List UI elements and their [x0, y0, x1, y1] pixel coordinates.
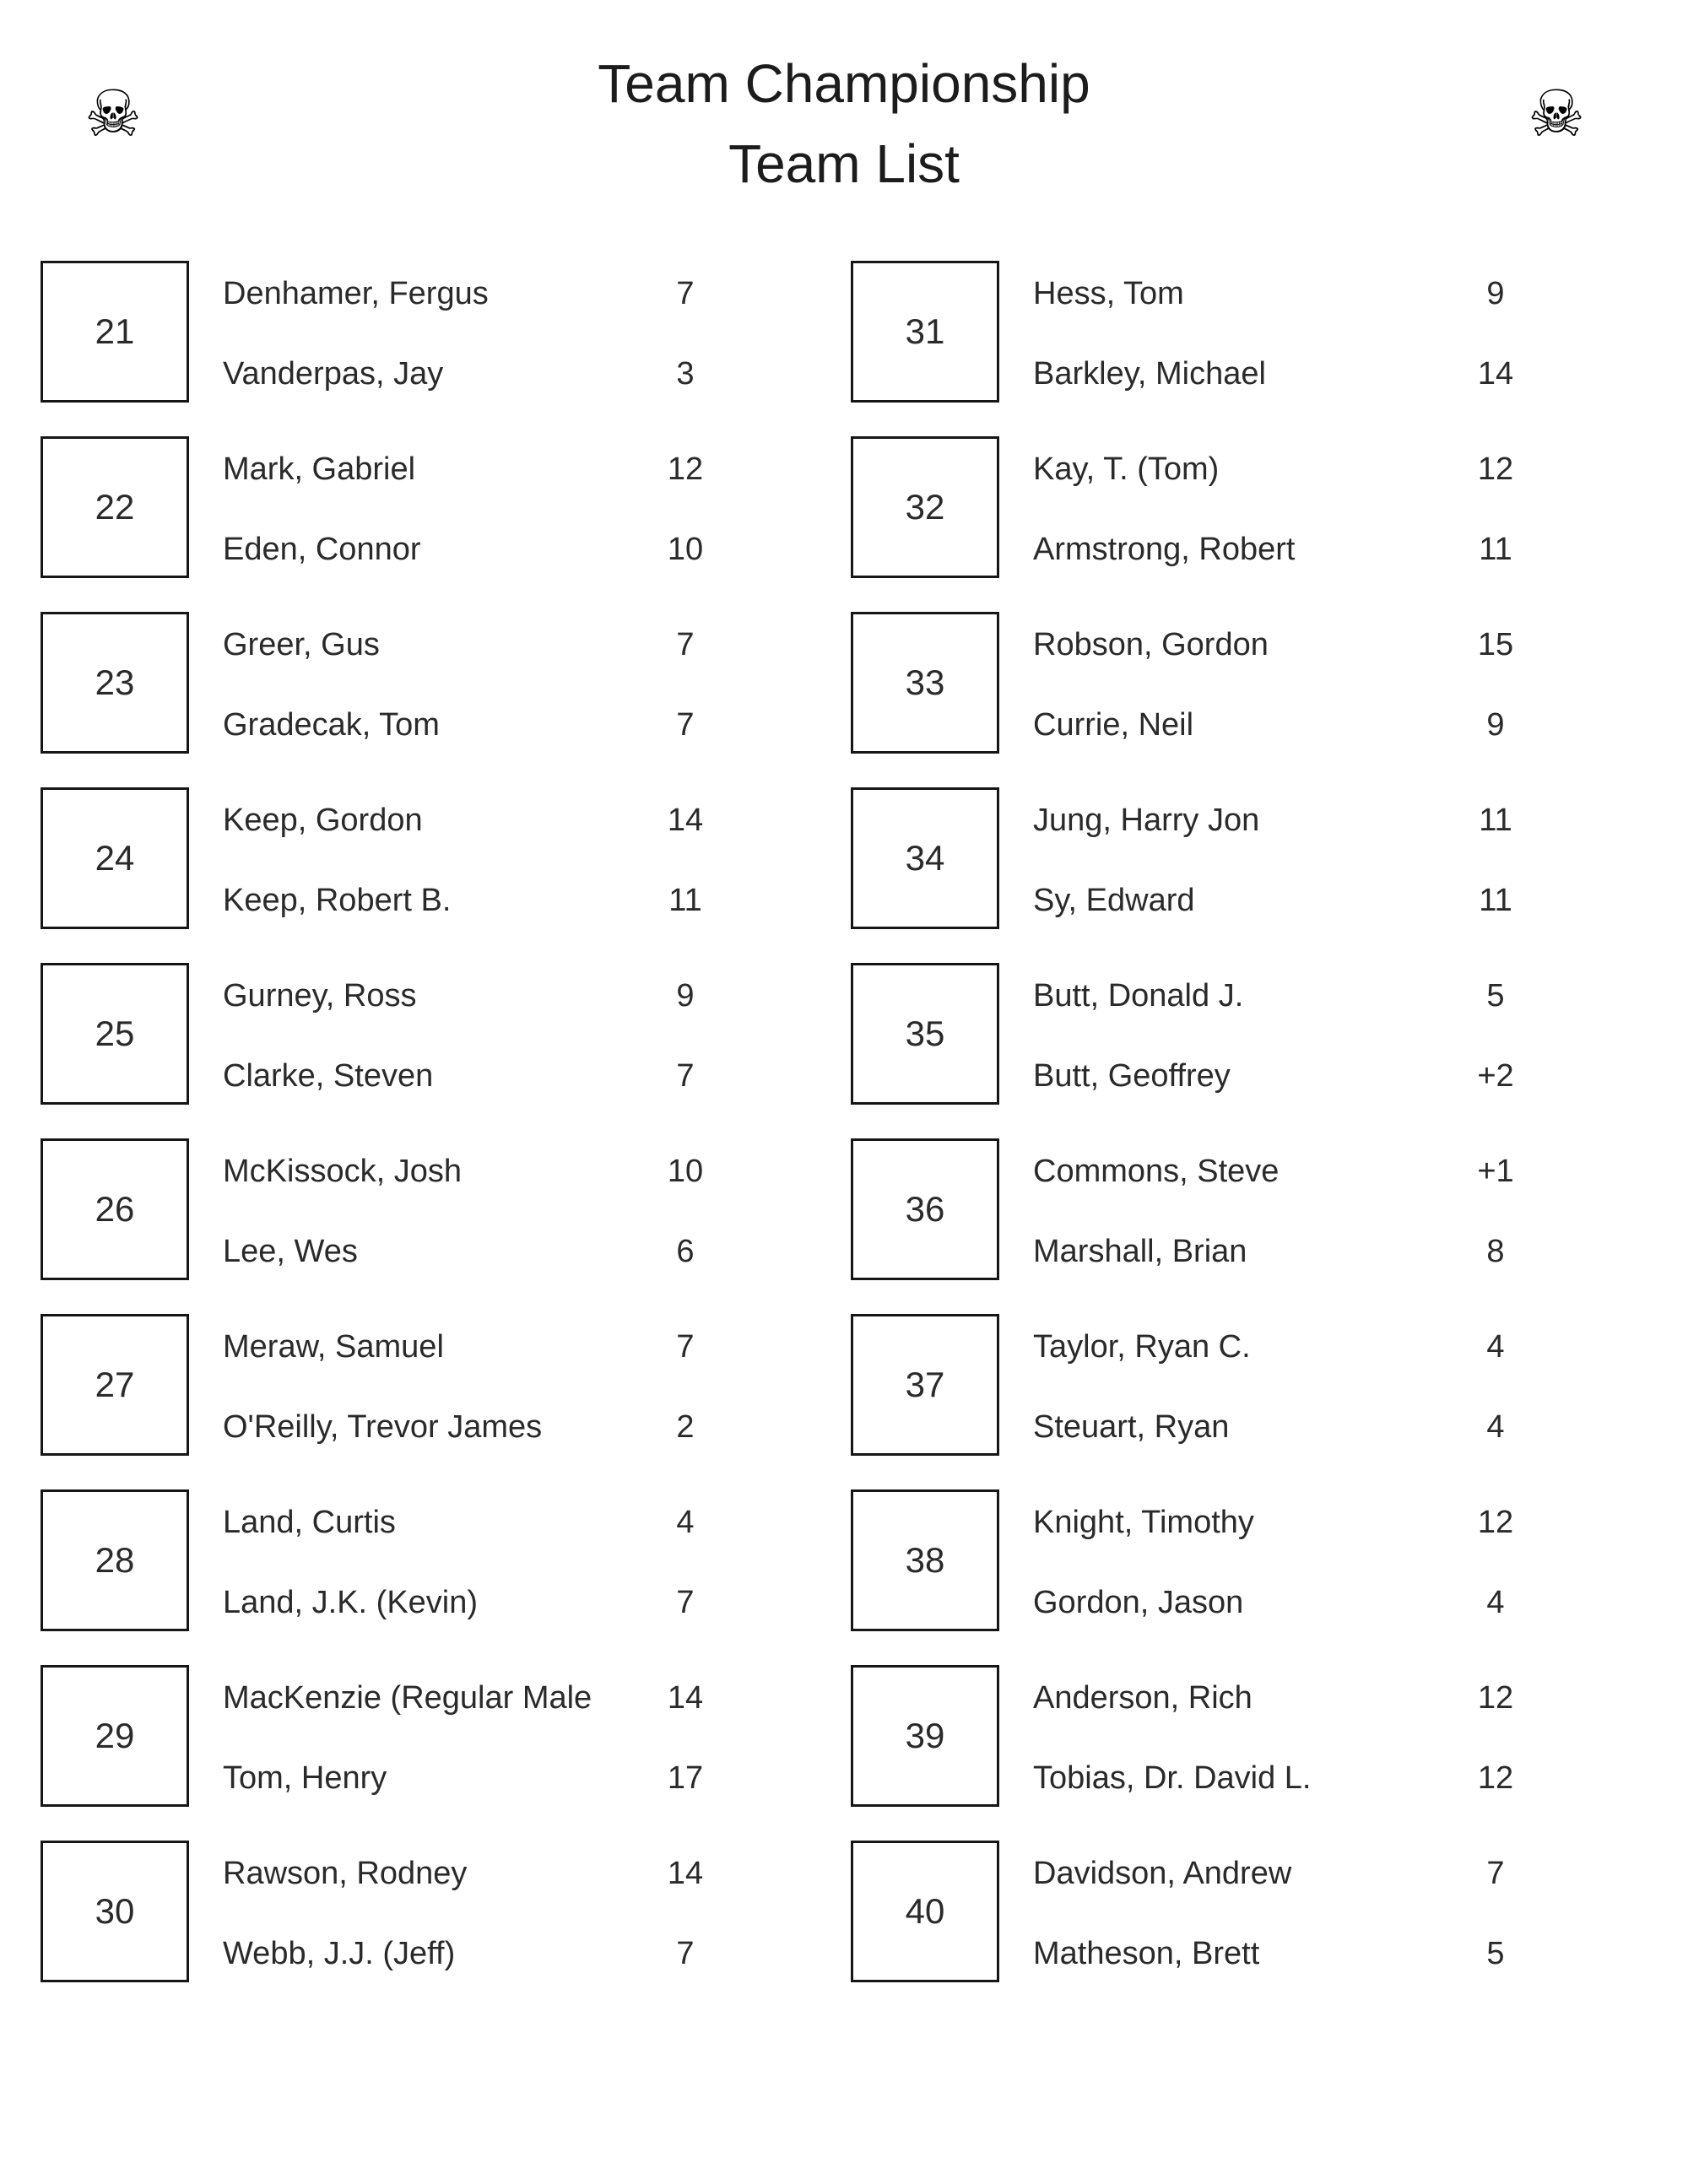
team-number-box	[41, 1841, 189, 1982]
team-block	[41, 436, 800, 578]
player-handicap: 7	[676, 275, 695, 311]
team-number-box	[851, 261, 999, 403]
player-handicap: 7	[676, 626, 695, 662]
player-name: Taylor, Ryan C.	[1033, 1328, 1251, 1365]
player-row	[223, 1758, 770, 1798]
player-name: Davidson, Andrew	[1033, 1855, 1292, 1891]
player-name: Currie, Neil	[1033, 706, 1194, 743]
team-block	[851, 261, 1610, 403]
team-block	[851, 787, 1610, 929]
player-row	[223, 1056, 770, 1096]
team-block	[41, 1665, 800, 1807]
player-handicap: 8	[1486, 1233, 1505, 1269]
team-block	[41, 1841, 800, 1982]
team-number: 30	[95, 1891, 135, 1931]
team-block	[41, 612, 800, 754]
player-name: Butt, Geoffrey	[1033, 1057, 1231, 1094]
player-row	[223, 705, 770, 745]
player-handicap: 4	[1486, 1408, 1505, 1445]
player-name: Commons, Steve	[1033, 1153, 1280, 1189]
player-handicap: 7	[676, 1935, 695, 1971]
player-name: Lee, Wes	[223, 1233, 358, 1269]
team-number: 39	[905, 1716, 945, 1755]
player-name: O'Reilly, Trevor James	[223, 1408, 543, 1445]
skull-crossbones-icon: ☠	[84, 78, 143, 150]
player-row	[223, 1231, 770, 1272]
player-row	[223, 1582, 770, 1623]
team-number-box	[851, 963, 999, 1105]
player-row	[223, 1502, 770, 1543]
team-block	[851, 963, 1610, 1105]
player-handicap: 7	[676, 1328, 695, 1365]
player-name: McKissock, Josh	[223, 1153, 462, 1189]
player-handicap: 15	[1477, 626, 1514, 662]
player-name: Knight, Timothy	[1033, 1504, 1254, 1540]
player-name: Meraw, Samuel	[223, 1328, 444, 1365]
player-handicap: 14	[667, 802, 704, 838]
team-number-box	[851, 612, 999, 754]
player-handicap: 11	[1479, 531, 1512, 567]
team-block	[41, 787, 800, 929]
team-number-box	[41, 436, 189, 578]
team-number-box	[851, 1665, 999, 1807]
player-name: Land, J.K. (Kevin)	[223, 1584, 479, 1620]
player-handicap: 12	[1477, 451, 1514, 487]
player-row	[223, 1151, 770, 1192]
player-handicap: 11	[668, 882, 702, 918]
team-block	[851, 1489, 1610, 1631]
player-name: Eden, Connor	[223, 531, 421, 567]
player-row	[223, 529, 770, 570]
team-number: 37	[905, 1365, 945, 1404]
player-handicap: 12	[1477, 1679, 1514, 1716]
player-name: Sy, Edward	[1033, 882, 1195, 918]
team-block	[851, 436, 1610, 578]
player-name: Tobias, Dr. David L.	[1033, 1760, 1312, 1796]
player-row	[1033, 1056, 1580, 1096]
team-number: 31	[905, 311, 945, 351]
player-name: MacKenzie (Regular Male	[223, 1679, 592, 1716]
player-name: Anderson, Rich	[1033, 1679, 1252, 1716]
team-block	[851, 1138, 1610, 1280]
player-handicap: 12	[1477, 1760, 1514, 1796]
team-number-box	[851, 787, 999, 929]
team-number-box	[41, 1489, 189, 1631]
player-row	[1033, 976, 1580, 1016]
player-name: Gurney, Ross	[223, 977, 417, 1014]
team-number-box	[851, 1841, 999, 1982]
player-name: Greer, Gus	[223, 626, 380, 662]
team-number-box	[41, 1314, 189, 1456]
team-number: 38	[905, 1540, 945, 1580]
player-row	[1033, 624, 1580, 665]
player-handicap: 7	[1486, 1855, 1505, 1891]
player-name: Kay, T. (Tom)	[1033, 451, 1220, 487]
player-row	[1033, 1151, 1580, 1192]
player-name: Mark, Gabriel	[223, 451, 416, 487]
team-number-box	[41, 1138, 189, 1280]
team-number-box	[851, 1138, 999, 1280]
team-block	[851, 1314, 1610, 1456]
player-handicap: 10	[667, 531, 704, 567]
player-handicap: 3	[676, 355, 695, 392]
player-handicap: 12	[1477, 1504, 1514, 1540]
player-row	[1033, 1582, 1580, 1623]
player-row	[1033, 1933, 1580, 1974]
team-number: 35	[905, 1014, 945, 1053]
player-name: Keep, Gordon	[223, 802, 423, 838]
player-row	[1033, 1758, 1580, 1798]
player-name: Hess, Tom	[1033, 275, 1184, 311]
player-handicap: 2	[676, 1408, 695, 1445]
player-name: Tom, Henry	[223, 1760, 387, 1796]
player-handicap: 14	[1477, 355, 1514, 392]
page-title-line2: Team List	[728, 133, 960, 194]
player-row	[1033, 529, 1580, 570]
team-number: 25	[95, 1014, 135, 1053]
player-handicap: 11	[1479, 882, 1512, 918]
player-row	[1033, 1231, 1580, 1272]
player-handicap: 4	[1486, 1328, 1505, 1365]
player-handicap: 14	[667, 1855, 704, 1891]
player-name: Barkley, Michael	[1033, 355, 1266, 392]
player-name: Butt, Donald J.	[1033, 977, 1244, 1014]
team-number-box	[851, 1314, 999, 1456]
player-name: Gradecak, Tom	[223, 706, 440, 743]
team-number: 40	[905, 1891, 945, 1931]
team-number: 34	[905, 838, 945, 878]
team-block	[41, 261, 800, 403]
player-name: Steuart, Ryan	[1033, 1408, 1230, 1445]
team-number: 24	[95, 838, 135, 878]
team-number-box	[41, 1665, 189, 1807]
player-row	[1033, 1678, 1580, 1718]
player-row	[223, 1407, 770, 1447]
player-row	[1033, 273, 1580, 314]
team-block	[851, 1665, 1610, 1807]
player-row	[1033, 1327, 1580, 1367]
player-name: Keep, Robert B.	[223, 882, 452, 918]
player-name: Rawson, Rodney	[223, 1855, 468, 1891]
team-number: 27	[95, 1365, 135, 1404]
team-number: 29	[95, 1716, 135, 1755]
player-name: Jung, Harry Jon	[1033, 802, 1260, 838]
player-row	[223, 976, 770, 1016]
player-name: Armstrong, Robert	[1033, 531, 1296, 567]
player-handicap: 17	[667, 1760, 704, 1796]
player-handicap: 10	[667, 1153, 704, 1189]
player-handicap: 11	[1479, 802, 1512, 838]
team-number-box	[41, 787, 189, 929]
team-block	[41, 1489, 800, 1631]
player-name: Gordon, Jason	[1033, 1584, 1244, 1620]
team-number: 26	[95, 1189, 135, 1229]
player-row	[223, 449, 770, 489]
player-name: Denhamer, Fergus	[223, 275, 489, 311]
player-name: Vanderpas, Jay	[223, 355, 444, 392]
player-handicap: 7	[676, 1584, 695, 1620]
team-number-box	[41, 963, 189, 1105]
player-row	[223, 1853, 770, 1894]
player-handicap: 5	[1486, 977, 1505, 1014]
player-row	[223, 273, 770, 314]
team-number: 21	[95, 311, 135, 351]
player-handicap: 6	[676, 1233, 695, 1269]
player-handicap: 12	[667, 451, 704, 487]
player-handicap: 9	[1486, 706, 1505, 743]
team-number-box	[851, 1489, 999, 1631]
team-block	[41, 963, 800, 1105]
player-row	[1033, 1407, 1580, 1447]
player-name: Clarke, Steven	[223, 1057, 434, 1094]
player-row	[1033, 354, 1580, 394]
player-handicap: 9	[676, 977, 695, 1014]
team-number-box	[41, 261, 189, 403]
skull-crossbones-icon: ☠	[1528, 78, 1586, 150]
player-handicap: 4	[676, 1504, 695, 1540]
player-name: Marshall, Brian	[1033, 1233, 1247, 1269]
player-row	[223, 880, 770, 921]
player-handicap: 4	[1486, 1584, 1505, 1620]
team-number-box	[41, 612, 189, 754]
team-number: 22	[95, 487, 135, 527]
player-row	[1033, 449, 1580, 489]
team-number: 32	[905, 487, 945, 527]
team-number: 33	[905, 662, 945, 702]
player-name: Webb, J.J. (Jeff)	[223, 1935, 456, 1971]
player-name: Matheson, Brett	[1033, 1935, 1260, 1971]
player-row	[1033, 705, 1580, 745]
page-title-line1: Team Championship	[598, 53, 1090, 114]
team-block	[851, 1841, 1610, 1982]
player-handicap: 7	[676, 1057, 695, 1094]
player-row	[223, 1678, 770, 1718]
team-block	[41, 1138, 800, 1280]
team-number: 23	[95, 662, 135, 702]
team-block	[851, 612, 1610, 754]
player-row	[1033, 800, 1580, 841]
player-handicap: 9	[1486, 275, 1505, 311]
player-name: Land, Curtis	[223, 1504, 396, 1540]
player-handicap: 7	[676, 706, 695, 743]
team-number: 36	[905, 1189, 945, 1229]
team-block	[41, 1314, 800, 1456]
player-row	[1033, 1502, 1580, 1543]
player-handicap: +2	[1477, 1057, 1514, 1094]
player-row	[1033, 1853, 1580, 1894]
team-number-box	[851, 436, 999, 578]
player-handicap: 14	[667, 1679, 704, 1716]
player-row	[1033, 880, 1580, 921]
player-name: Robson, Gordon	[1033, 626, 1269, 662]
player-row	[223, 800, 770, 841]
player-row	[223, 354, 770, 394]
player-row	[223, 1933, 770, 1974]
team-number: 28	[95, 1540, 135, 1580]
player-handicap: 5	[1486, 1935, 1505, 1971]
player-row	[223, 1327, 770, 1367]
player-row	[223, 624, 770, 665]
player-handicap: +1	[1477, 1153, 1514, 1189]
